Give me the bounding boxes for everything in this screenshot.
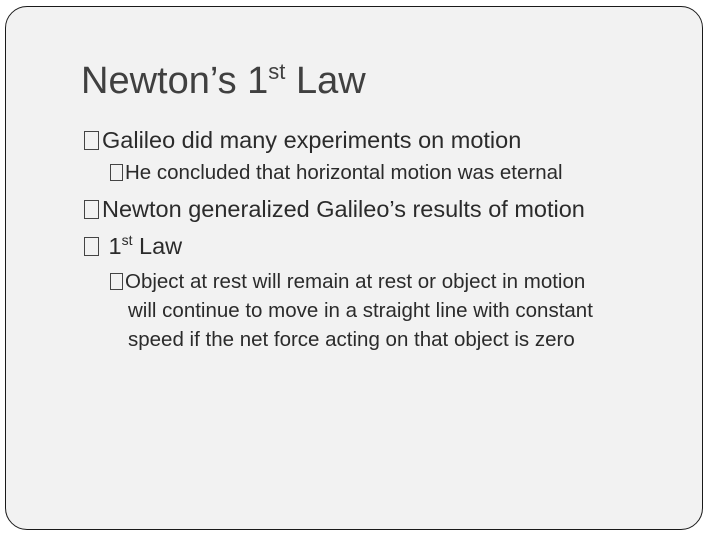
bullet-newton-generalized <box>84 195 585 223</box>
subbullet-horizontal-motion <box>110 161 563 185</box>
bullet-box-icon <box>110 273 123 290</box>
bullet-box-icon <box>84 200 99 219</box>
slide-title: Newton’s 1st Law <box>81 59 366 102</box>
bullet-box-icon <box>110 164 123 181</box>
subbullet-first-law-statement <box>110 267 670 354</box>
bullet-text: He concluded that horizontal motion was eternal <box>125 161 563 184</box>
statement-line-2: will continue to move in a straight line with constant <box>128 299 593 322</box>
bullet-text: Galileo did many experiments on motion <box>102 127 522 153</box>
bullet-box-icon <box>84 237 99 256</box>
statement-line-3: speed if the net force acting on that object is zero <box>128 328 575 351</box>
bullet-text: Newton generalized Galileo’s results of motion <box>102 196 585 222</box>
bullet-box-icon <box>84 131 99 150</box>
slide-frame <box>5 6 703 530</box>
bullet-text-tail: Law <box>132 233 183 259</box>
ordinal-superscript: st <box>121 232 133 248</box>
bullet-text: 1 <box>102 233 122 259</box>
bullet-galileo-experiments <box>84 126 521 154</box>
bullet-first-law <box>84 232 182 260</box>
statement-line-1: Object at rest will remain at rest or object in motion <box>125 270 586 293</box>
